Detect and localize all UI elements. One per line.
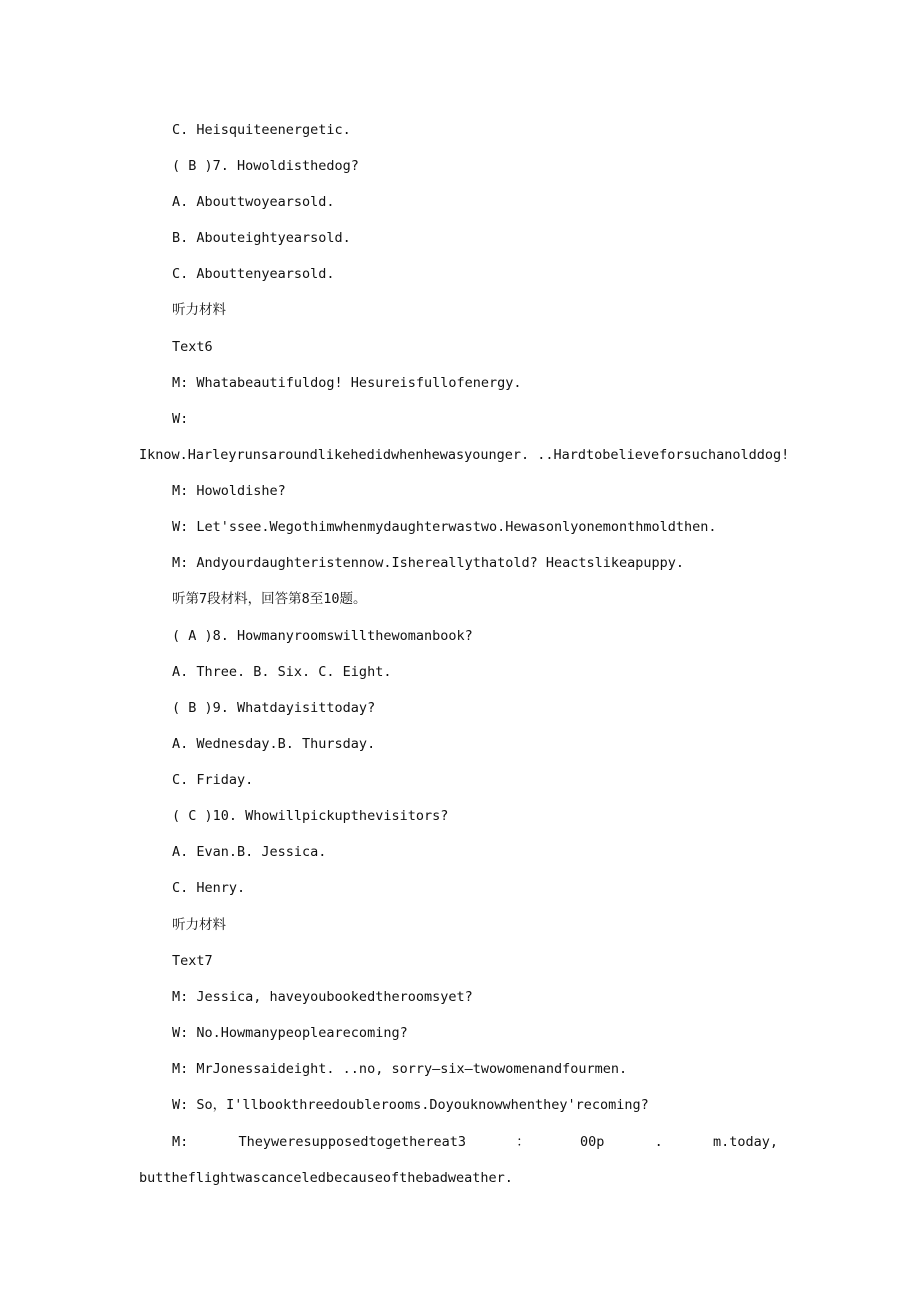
speaker-m: M:	[172, 1134, 189, 1150]
transcript-heading-1: 听力材料	[172, 302, 226, 318]
question-9-options-ab: A. Wednesday.B. Thursday.	[172, 736, 376, 752]
dialogue-m-3: M: Andyourdaughteristennow.Ishereallythatold? Heactslikeapuppy.	[172, 555, 685, 571]
question-8-options: A. Three. B. Six. C. Eight.	[172, 664, 392, 680]
transcript-heading-2: 听力材料	[172, 917, 226, 933]
justified-part-5: m.today,	[712, 1134, 778, 1150]
question-9: ( B )9. Whatdayisittoday?	[172, 700, 376, 716]
dialogue-w-2: W: Let'ssee.Wegothimwhenmydaughterwastwo.Hewasonlyonemonthmoldthen.	[172, 519, 717, 535]
dialogue-w-1: Iknow.Harleyrunsaroundlikehedidwhenhewasyounger. ..Hardtobelieveforsuchanolddog!	[139, 447, 790, 463]
dialogue-m-1: M: Whatabeautifuldog! Hesureisfullofenergy.	[172, 375, 522, 391]
justified-part-4: .	[654, 1134, 663, 1150]
section-instruction: 听第7段材料，回答第8至10题。	[172, 591, 367, 607]
question-10-options-ab: A. Evan.B. Jessica.	[172, 844, 327, 860]
question-10-option-c: C. Henry.	[172, 880, 246, 896]
dialogue-w-4: W: So，I'llbookthreedoublerooms.Doyouknowwhenthey'recoming?	[172, 1097, 649, 1113]
dialogue-m-2: M: Howoldishe?	[172, 483, 286, 499]
dialogue-w-3: W: No.Howmanypeoplearecoming?	[172, 1025, 408, 1041]
dialogue-m-4: M: Jessica, haveyoubookedtheroomsyet?	[172, 989, 473, 1005]
question-7: ( B )7. Howoldisthedog?	[172, 158, 359, 174]
text6-label: Text6	[172, 339, 213, 355]
dialogue-m-6-continued: buttheflightwascanceledbecauseofthebadweather.	[139, 1170, 513, 1186]
option-a-two-years: A. Abouttwoyearsold.	[172, 194, 335, 210]
justified-part-3: 00p	[580, 1134, 605, 1150]
dialogue-m-5: M: MrJonessaideight. ..no, sorry—six—twowomenandfourmen.	[172, 1061, 628, 1077]
option-c-ten-years: C. Abouttenyearsold.	[172, 266, 335, 282]
question-10: ( C )10. Whowillpickupthevisitors?	[172, 808, 449, 824]
justified-part-2: ：	[516, 1134, 530, 1150]
text7-label: Text7	[172, 953, 213, 969]
question-8: ( A )8. Howmanyroomswillthewomanbook?	[172, 628, 473, 644]
dialogue-m-6	[172, 1133, 778, 1151]
question-9-option-c: C. Friday.	[172, 772, 254, 788]
option-c-energetic: C. Heisquiteenergetic.	[172, 122, 351, 138]
justified-part-1: Theyweresupposedtogethereat3	[238, 1134, 467, 1150]
option-b-eight-years: B. Abouteightyearsold.	[172, 230, 351, 246]
dialogue-w-label: W:	[172, 411, 189, 427]
